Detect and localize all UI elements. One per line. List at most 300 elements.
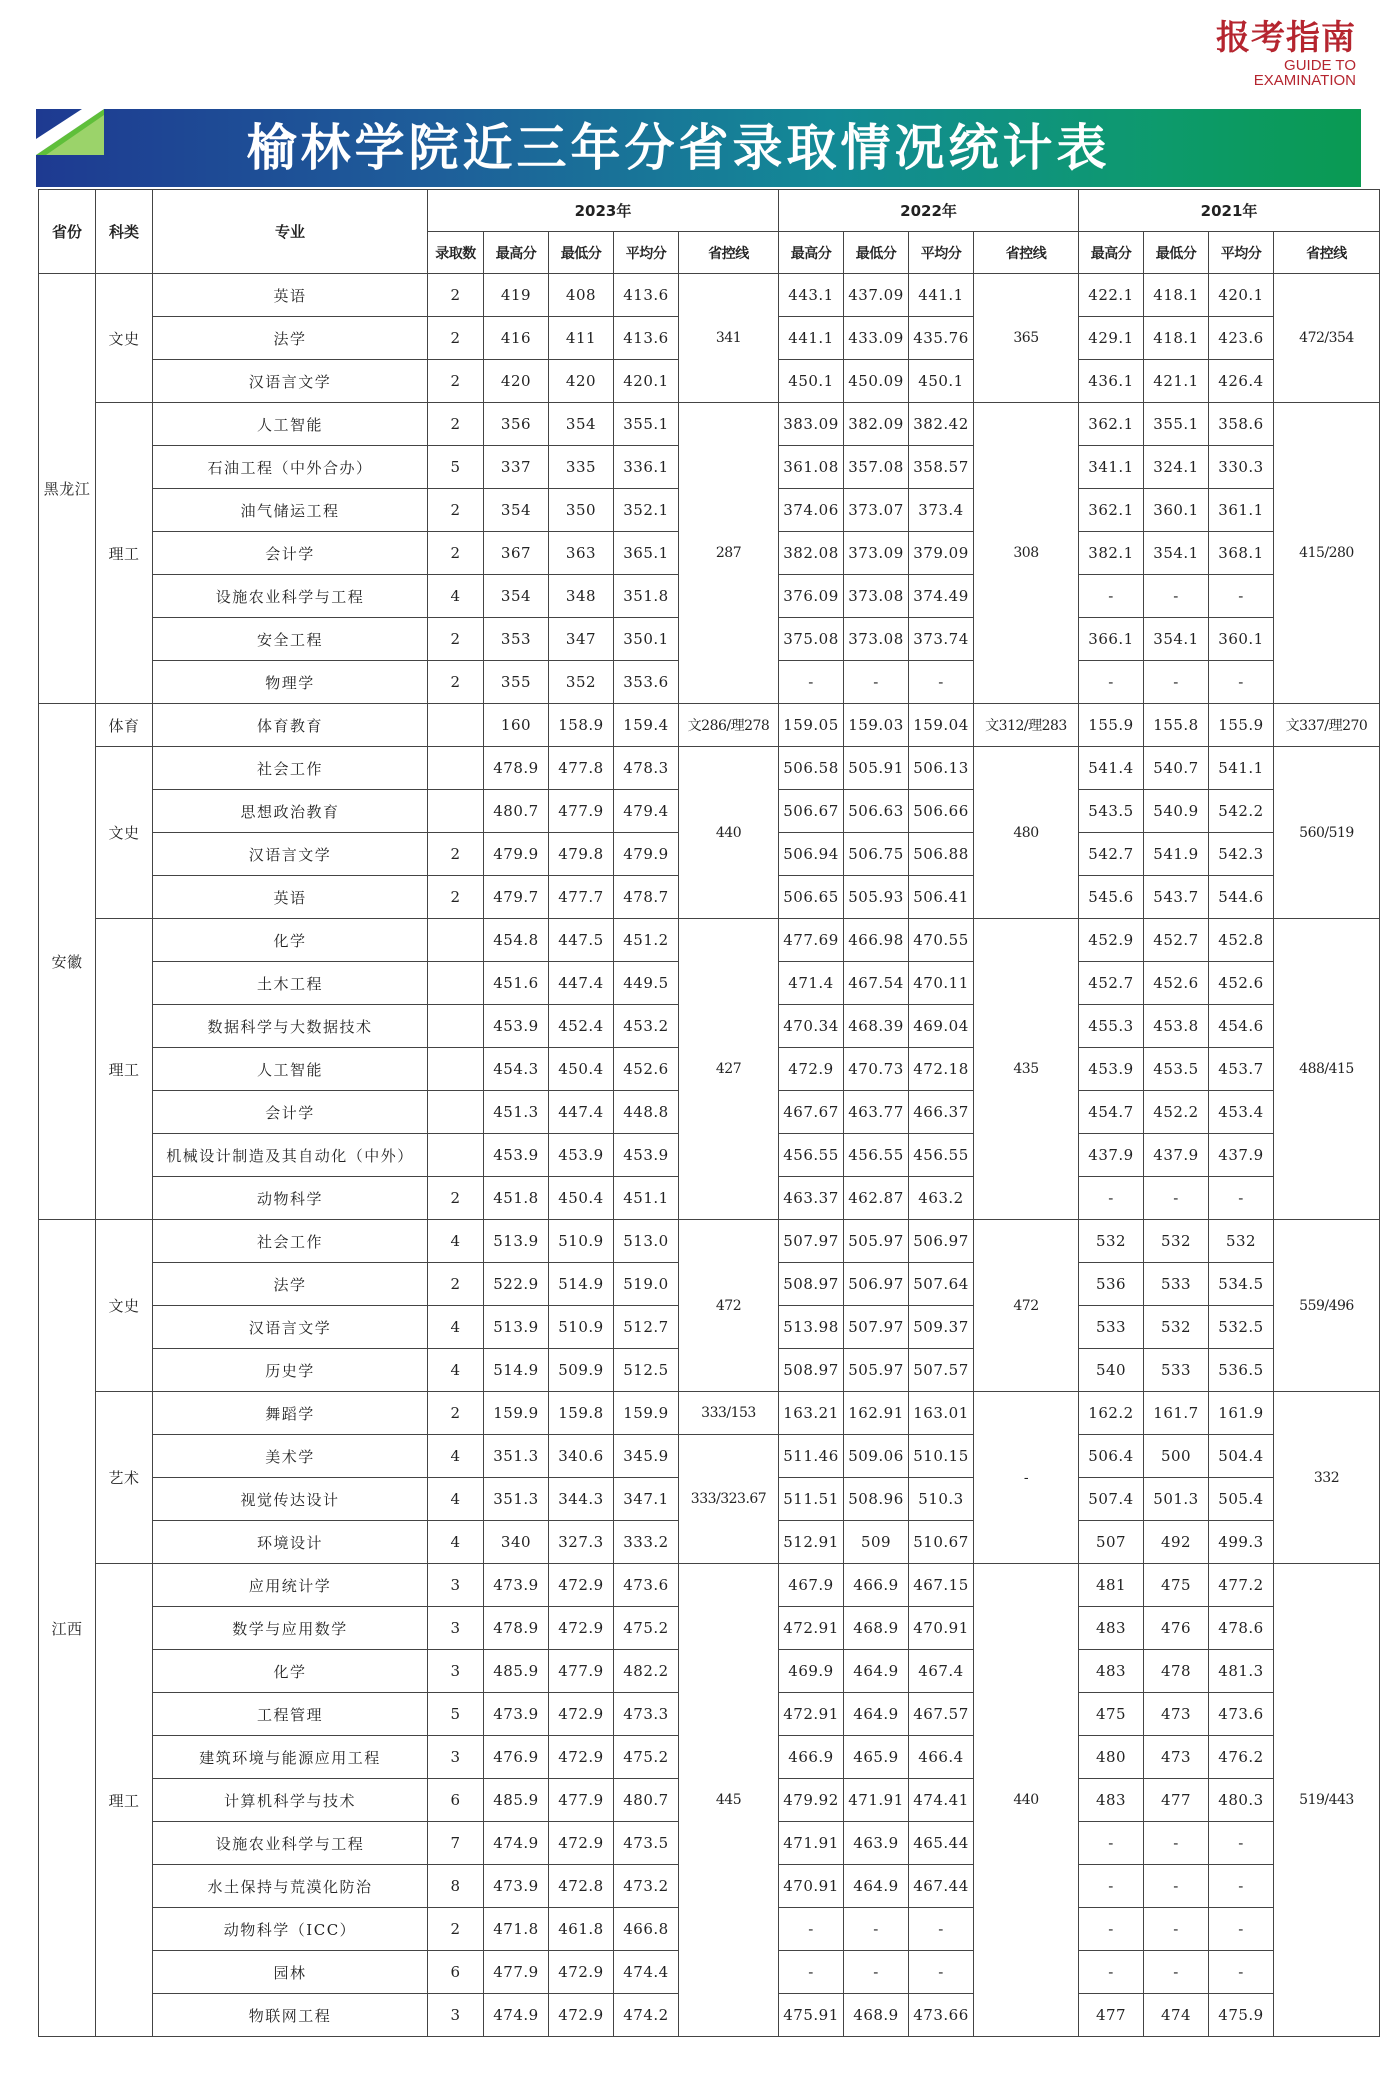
cell-avg-2023: 345.9	[614, 1435, 679, 1478]
table-row	[39, 1392, 1380, 1435]
cell-max-2022: 159.05	[779, 704, 844, 747]
cell-avg-2021: -	[1209, 1865, 1274, 1908]
cell-min-2022: 162.91	[844, 1392, 909, 1435]
cell-avg-2021: 437.9	[1209, 1134, 1274, 1177]
cell-avg-2021: -	[1209, 1177, 1274, 1220]
cell-max-2022: 375.08	[779, 618, 844, 661]
cell-min-2022: 464.9	[844, 1693, 909, 1736]
cell-major: 土木工程	[153, 962, 428, 1005]
cell-line-2022: 480	[974, 747, 1079, 919]
cell-line-2021: 332	[1274, 1392, 1380, 1564]
cell-max-2021: 507.4	[1079, 1478, 1144, 1521]
cell-major: 石油工程（中外合办）	[153, 446, 428, 489]
cell-max-2023: 473.9	[484, 1564, 549, 1607]
cell-avg-2022: -	[909, 1908, 974, 1951]
header-year-2021: 2021年	[1079, 190, 1380, 232]
cell-min-2023: 158.9	[549, 704, 614, 747]
cell-max-2022: 441.1	[779, 317, 844, 360]
cell-count-2023: 2	[428, 317, 484, 360]
cell-count-2023	[428, 790, 484, 833]
cell-avg-2022: 374.49	[909, 575, 974, 618]
table-row	[39, 1220, 1380, 1263]
cell-avg-2022: 456.55	[909, 1134, 974, 1177]
cell-max-2021: 429.1	[1079, 317, 1144, 360]
cell-max-2022: 511.46	[779, 1435, 844, 1478]
cell-min-2022: 509.06	[844, 1435, 909, 1478]
cell-count-2023: 2	[428, 618, 484, 661]
cell-max-2021: 543.5	[1079, 790, 1144, 833]
cell-max-2022: 477.69	[779, 919, 844, 962]
cell-max-2023: 337	[484, 446, 549, 489]
cell-avg-2022: -	[909, 661, 974, 704]
cell-avg-2021: -	[1209, 1908, 1274, 1951]
cell-avg-2022: 509.37	[909, 1306, 974, 1349]
cell-avg-2021: 481.3	[1209, 1650, 1274, 1693]
header-min: 最低分	[844, 232, 909, 274]
cell-min-2022: 373.08	[844, 575, 909, 618]
cell-avg-2022: 472.18	[909, 1048, 974, 1091]
cell-max-2022: 383.09	[779, 403, 844, 446]
cell-major: 应用统计学	[153, 1564, 428, 1607]
cell-line-2022: -	[974, 1392, 1079, 1564]
cell-min-2023: 472.9	[549, 1822, 614, 1865]
cell-province: 黑龙江	[39, 274, 96, 704]
admission-table	[38, 189, 1380, 2037]
header-min: 最低分	[1144, 232, 1209, 274]
cell-min-2022: 506.63	[844, 790, 909, 833]
cell-line-2023: 427	[679, 919, 779, 1220]
cell-min-2021: 452.6	[1144, 962, 1209, 1005]
cell-max-2021: 436.1	[1079, 360, 1144, 403]
cell-count-2023	[428, 1048, 484, 1091]
cell-major: 汉语言文学	[153, 833, 428, 876]
cell-min-2022: 159.03	[844, 704, 909, 747]
cell-max-2022: 506.58	[779, 747, 844, 790]
cell-min-2021: 161.7	[1144, 1392, 1209, 1435]
cell-min-2023: 510.9	[549, 1306, 614, 1349]
cell-min-2021: 452.2	[1144, 1091, 1209, 1134]
cell-min-2022: 456.55	[844, 1134, 909, 1177]
cell-min-2023: 450.4	[549, 1048, 614, 1091]
cell-min-2021: -	[1144, 1822, 1209, 1865]
cell-major: 数学与应用数学	[153, 1607, 428, 1650]
header-avg: 平均分	[1209, 232, 1274, 274]
cell-max-2023: 473.9	[484, 1865, 549, 1908]
cell-avg-2023: 512.7	[614, 1306, 679, 1349]
cell-count-2023: 4	[428, 1349, 484, 1392]
cell-major: 数据科学与大数据技术	[153, 1005, 428, 1048]
cell-count-2023: 2	[428, 661, 484, 704]
cell-avg-2023: 453.9	[614, 1134, 679, 1177]
cell-min-2023: 514.9	[549, 1263, 614, 1306]
cell-min-2022: 506.97	[844, 1263, 909, 1306]
cell-min-2023: 472.8	[549, 1865, 614, 1908]
cell-line-2023: 445	[679, 1564, 779, 2037]
cell-line-2021: 472/354	[1274, 274, 1380, 403]
cell-min-2023: 477.8	[549, 747, 614, 790]
cell-min-2022: 464.9	[844, 1650, 909, 1693]
cell-max-2022: 507.97	[779, 1220, 844, 1263]
cell-avg-2021: 454.6	[1209, 1005, 1274, 1048]
cell-major: 设施农业科学与工程	[153, 1822, 428, 1865]
cell-min-2022: 357.08	[844, 446, 909, 489]
cell-min-2023: 327.3	[549, 1521, 614, 1564]
cell-count-2023: 3	[428, 1607, 484, 1650]
cell-max-2022: 382.08	[779, 532, 844, 575]
cell-avg-2021: 541.1	[1209, 747, 1274, 790]
cell-province: 安徽	[39, 704, 96, 1220]
cell-min-2021: 476	[1144, 1607, 1209, 1650]
cell-avg-2022: 506.88	[909, 833, 974, 876]
cell-max-2023: 419	[484, 274, 549, 317]
cell-max-2021: 532	[1079, 1220, 1144, 1263]
cell-avg-2023: 350.1	[614, 618, 679, 661]
header-major: 专业	[153, 190, 428, 274]
cell-min-2021: 532	[1144, 1306, 1209, 1349]
table-row	[39, 919, 1380, 962]
cell-min-2022: 506.75	[844, 833, 909, 876]
cell-avg-2022: 450.1	[909, 360, 974, 403]
cell-avg-2022: 373.4	[909, 489, 974, 532]
cell-max-2023: 353	[484, 618, 549, 661]
cell-avg-2023: 448.8	[614, 1091, 679, 1134]
header-min: 最低分	[549, 232, 614, 274]
cell-max-2021: 437.9	[1079, 1134, 1144, 1177]
cell-count-2023	[428, 747, 484, 790]
cell-min-2022: 471.91	[844, 1779, 909, 1822]
cell-avg-2021: 477.2	[1209, 1564, 1274, 1607]
cell-avg-2021: 473.6	[1209, 1693, 1274, 1736]
cell-avg-2023: 479.4	[614, 790, 679, 833]
cell-category: 理工	[96, 403, 153, 704]
cell-max-2021: 545.6	[1079, 876, 1144, 919]
cell-max-2023: 354	[484, 575, 549, 618]
cell-count-2023: 2	[428, 1263, 484, 1306]
cell-max-2022: 472.91	[779, 1693, 844, 1736]
cell-max-2021: 362.1	[1079, 489, 1144, 532]
cell-max-2021: 540	[1079, 1349, 1144, 1392]
cell-avg-2021: 453.7	[1209, 1048, 1274, 1091]
cell-avg-2023: 512.5	[614, 1349, 679, 1392]
cell-major: 人工智能	[153, 1048, 428, 1091]
cell-max-2021: 481	[1079, 1564, 1144, 1607]
cell-avg-2022: 506.41	[909, 876, 974, 919]
cell-min-2023: 350	[549, 489, 614, 532]
cell-avg-2022: 474.41	[909, 1779, 974, 1822]
cell-avg-2023: 519.0	[614, 1263, 679, 1306]
cell-min-2023: 477.7	[549, 876, 614, 919]
cell-min-2023: 477.9	[549, 790, 614, 833]
cell-min-2021: 477	[1144, 1779, 1209, 1822]
header-province: 省份	[39, 190, 96, 274]
cell-line-2021: 559/496	[1274, 1220, 1380, 1392]
header-line: 省控线	[1274, 232, 1380, 274]
cell-min-2021: 453.8	[1144, 1005, 1209, 1048]
cell-min-2021: 478	[1144, 1650, 1209, 1693]
cell-avg-2022: 463.2	[909, 1177, 974, 1220]
cell-max-2022: 475.91	[779, 1994, 844, 2037]
cell-max-2023: 454.8	[484, 919, 549, 962]
cell-avg-2022: 163.01	[909, 1392, 974, 1435]
cell-min-2021: 155.8	[1144, 704, 1209, 747]
cell-min-2021: 473	[1144, 1693, 1209, 1736]
cell-count-2023: 4	[428, 1521, 484, 1564]
cell-min-2021: 540.9	[1144, 790, 1209, 833]
cell-avg-2021: -	[1209, 1951, 1274, 1994]
cell-avg-2021: 532	[1209, 1220, 1274, 1263]
cell-avg-2022: 506.97	[909, 1220, 974, 1263]
header-max: 最高分	[779, 232, 844, 274]
header-line: 省控线	[679, 232, 779, 274]
cell-min-2021: 324.1	[1144, 446, 1209, 489]
cell-min-2021: 355.1	[1144, 403, 1209, 446]
cell-category: 文史	[96, 274, 153, 403]
cell-min-2022: 468.39	[844, 1005, 909, 1048]
cell-min-2022: 464.9	[844, 1865, 909, 1908]
cell-avg-2021: 426.4	[1209, 360, 1274, 403]
cell-max-2023: 480.7	[484, 790, 549, 833]
cell-avg-2023: 473.5	[614, 1822, 679, 1865]
cell-avg-2023: 479.9	[614, 833, 679, 876]
cell-avg-2022: 373.74	[909, 618, 974, 661]
cell-max-2022: 456.55	[779, 1134, 844, 1177]
cell-count-2023: 2	[428, 360, 484, 403]
cell-min-2023: 408	[549, 274, 614, 317]
cell-avg-2021: 476.2	[1209, 1736, 1274, 1779]
cell-max-2023: 367	[484, 532, 549, 575]
cell-max-2023: 159.9	[484, 1392, 549, 1435]
cell-min-2023: 509.9	[549, 1349, 614, 1392]
cell-avg-2023: 347.1	[614, 1478, 679, 1521]
cell-min-2022: 463.77	[844, 1091, 909, 1134]
cell-major: 工程管理	[153, 1693, 428, 1736]
header-line: 省控线	[974, 232, 1079, 274]
cell-min-2022: 507.97	[844, 1306, 909, 1349]
cell-max-2023: 478.9	[484, 1607, 549, 1650]
cell-min-2022: 468.9	[844, 1994, 909, 2037]
cell-min-2023: 420	[549, 360, 614, 403]
cell-avg-2023: 336.1	[614, 446, 679, 489]
cell-min-2023: 411	[549, 317, 614, 360]
cell-avg-2022: 467.44	[909, 1865, 974, 1908]
cell-max-2023: 474.9	[484, 1994, 549, 2037]
cell-line-2023: 333/323.67	[679, 1435, 779, 1564]
cell-avg-2023: 333.2	[614, 1521, 679, 1564]
header-year-2022: 2022年	[779, 190, 1079, 232]
cell-min-2021: 540.7	[1144, 747, 1209, 790]
cell-min-2023: 363	[549, 532, 614, 575]
title-banner	[36, 109, 1361, 187]
cell-min-2023: 477.9	[549, 1779, 614, 1822]
cell-major: 法学	[153, 317, 428, 360]
cell-max-2023: 471.8	[484, 1908, 549, 1951]
cell-max-2021: 483	[1079, 1650, 1144, 1693]
cell-max-2022: 508.97	[779, 1349, 844, 1392]
cell-line-2022: 365	[974, 274, 1079, 403]
cell-avg-2023: 473.6	[614, 1564, 679, 1607]
cell-avg-2023: 413.6	[614, 317, 679, 360]
cell-max-2022: -	[779, 1908, 844, 1951]
cell-line-2023: 文286/理278	[679, 704, 779, 747]
cell-max-2021: 455.3	[1079, 1005, 1144, 1048]
cell-max-2023: 476.9	[484, 1736, 549, 1779]
cell-category: 文史	[96, 747, 153, 919]
cell-avg-2023: 353.6	[614, 661, 679, 704]
cell-max-2021: -	[1079, 1908, 1144, 1951]
cell-avg-2022: 467.57	[909, 1693, 974, 1736]
cell-min-2021: 492	[1144, 1521, 1209, 1564]
cell-min-2022: -	[844, 1951, 909, 1994]
cell-count-2023: 8	[428, 1865, 484, 1908]
cell-min-2022: 466.9	[844, 1564, 909, 1607]
table-row	[39, 704, 1380, 747]
cell-min-2021: 532	[1144, 1220, 1209, 1263]
cell-max-2022: 512.91	[779, 1521, 844, 1564]
table-row	[39, 1435, 1380, 1478]
cell-count-2023: 2	[428, 876, 484, 919]
brand-title: 报考指南	[1216, 18, 1356, 58]
header-max: 最高分	[484, 232, 549, 274]
cell-line-2021: 560/519	[1274, 747, 1380, 919]
cell-min-2021: 473	[1144, 1736, 1209, 1779]
cell-count-2023	[428, 1091, 484, 1134]
cell-max-2022: 376.09	[779, 575, 844, 618]
cell-min-2021: 541.9	[1144, 833, 1209, 876]
cell-min-2021: 453.5	[1144, 1048, 1209, 1091]
page-title: 榆林学院近三年分省录取情况统计表	[246, 119, 1111, 177]
cell-avg-2023: 480.7	[614, 1779, 679, 1822]
cell-count-2023: 2	[428, 403, 484, 446]
cell-max-2022: 466.9	[779, 1736, 844, 1779]
cell-max-2021: 362.1	[1079, 403, 1144, 446]
cell-avg-2021: 505.4	[1209, 1478, 1274, 1521]
cell-min-2021: 360.1	[1144, 489, 1209, 532]
cell-min-2023: 477.9	[549, 1650, 614, 1693]
cell-avg-2022: 466.37	[909, 1091, 974, 1134]
cell-major: 机械设计制造及其自动化（中外）	[153, 1134, 428, 1177]
cell-avg-2023: 452.6	[614, 1048, 679, 1091]
cell-max-2023: 351.3	[484, 1435, 549, 1478]
cell-max-2023: 451.3	[484, 1091, 549, 1134]
cell-avg-2022: 467.15	[909, 1564, 974, 1607]
cell-min-2021: -	[1144, 1865, 1209, 1908]
cell-min-2021: 501.3	[1144, 1478, 1209, 1521]
cell-count-2023: 2	[428, 274, 484, 317]
cell-min-2022: 450.09	[844, 360, 909, 403]
cell-min-2023: 159.8	[549, 1392, 614, 1435]
cell-min-2023: 335	[549, 446, 614, 489]
cell-avg-2023: 451.1	[614, 1177, 679, 1220]
cell-category: 体育	[96, 704, 153, 747]
cell-avg-2021: 368.1	[1209, 532, 1274, 575]
cell-max-2023: 454.3	[484, 1048, 549, 1091]
cell-avg-2023: 365.1	[614, 532, 679, 575]
table-row	[39, 274, 1380, 317]
cell-count-2023: 4	[428, 1478, 484, 1521]
cell-min-2021: 475	[1144, 1564, 1209, 1607]
cell-avg-2021: 542.2	[1209, 790, 1274, 833]
cell-min-2022: -	[844, 1908, 909, 1951]
cell-avg-2021: 161.9	[1209, 1392, 1274, 1435]
cell-category: 艺术	[96, 1392, 153, 1564]
cell-max-2022: 506.65	[779, 876, 844, 919]
cell-major: 水土保持与荒漠化防治	[153, 1865, 428, 1908]
cell-avg-2023: 351.8	[614, 575, 679, 618]
cell-min-2022: 505.93	[844, 876, 909, 919]
cell-major: 物联网工程	[153, 1994, 428, 2037]
cell-avg-2021: 532.5	[1209, 1306, 1274, 1349]
cell-max-2021: 477	[1079, 1994, 1144, 2037]
cell-count-2023: 4	[428, 1220, 484, 1263]
cell-avg-2021: 478.6	[1209, 1607, 1274, 1650]
cell-count-2023	[428, 962, 484, 1005]
cell-max-2021: 536	[1079, 1263, 1144, 1306]
table-row	[39, 747, 1380, 790]
cell-max-2022: 506.94	[779, 833, 844, 876]
cell-avg-2023: 466.8	[614, 1908, 679, 1951]
cell-min-2022: 505.97	[844, 1220, 909, 1263]
cell-max-2022: 467.9	[779, 1564, 844, 1607]
cell-max-2023: 355	[484, 661, 549, 704]
cell-count-2023: 4	[428, 1306, 484, 1349]
cell-major: 人工智能	[153, 403, 428, 446]
cell-max-2022: 467.67	[779, 1091, 844, 1134]
cell-count-2023	[428, 1005, 484, 1048]
cell-avg-2022: 358.57	[909, 446, 974, 489]
cell-min-2022: 373.07	[844, 489, 909, 532]
cell-min-2021: 543.7	[1144, 876, 1209, 919]
cell-max-2021: -	[1079, 1822, 1144, 1865]
table-row	[39, 403, 1380, 446]
cell-min-2021: 418.1	[1144, 317, 1209, 360]
cell-avg-2021: 499.3	[1209, 1521, 1274, 1564]
cell-count-2023: 3	[428, 1650, 484, 1693]
cell-min-2022: 468.9	[844, 1607, 909, 1650]
cell-min-2023: 452.4	[549, 1005, 614, 1048]
cell-line-2022: 472	[974, 1220, 1079, 1392]
brand-logo	[1176, 18, 1356, 88]
cell-max-2023: 513.9	[484, 1306, 549, 1349]
cell-count-2023	[428, 1134, 484, 1177]
cell-avg-2022: 507.64	[909, 1263, 974, 1306]
cell-max-2021: 162.2	[1079, 1392, 1144, 1435]
cell-min-2022: 508.96	[844, 1478, 909, 1521]
cell-min-2023: 447.5	[549, 919, 614, 962]
cell-min-2022: 465.9	[844, 1736, 909, 1779]
cell-avg-2021: 453.4	[1209, 1091, 1274, 1134]
cell-max-2021: 382.1	[1079, 532, 1144, 575]
cell-province: 江西	[39, 1220, 96, 2037]
cell-max-2022: 471.91	[779, 1822, 844, 1865]
cell-line-2021: 文337/理270	[1274, 704, 1380, 747]
cell-major: 安全工程	[153, 618, 428, 661]
cell-max-2022: 508.97	[779, 1263, 844, 1306]
cell-major: 油气储运工程	[153, 489, 428, 532]
cell-max-2023: 473.9	[484, 1693, 549, 1736]
cell-max-2021: 506.4	[1079, 1435, 1144, 1478]
cell-max-2023: 513.9	[484, 1220, 549, 1263]
cell-max-2021: 483	[1079, 1779, 1144, 1822]
cell-max-2023: 514.9	[484, 1349, 549, 1392]
cell-min-2022: -	[844, 661, 909, 704]
cell-max-2021: 475	[1079, 1693, 1144, 1736]
cell-max-2022: -	[779, 661, 844, 704]
cell-max-2023: 485.9	[484, 1650, 549, 1693]
cell-avg-2022: 470.91	[909, 1607, 974, 1650]
cell-max-2021: -	[1079, 1177, 1144, 1220]
cell-count-2023: 2	[428, 1392, 484, 1435]
cell-max-2023: 453.9	[484, 1134, 549, 1177]
